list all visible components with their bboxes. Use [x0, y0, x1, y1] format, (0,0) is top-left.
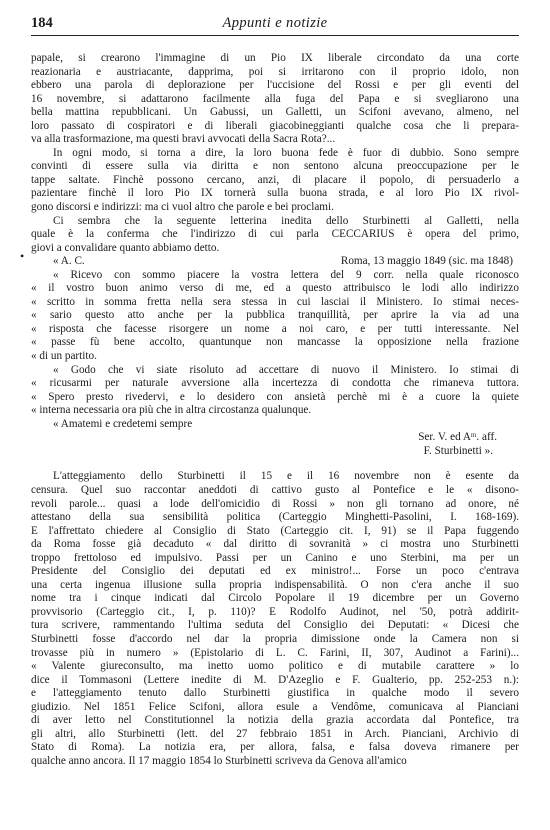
letter-signature: F. Sturbinetti ».: [423, 444, 493, 457]
body-text-line: tappe saltate. Finchè possono cercano, anzi, di placare il popolo, di persuaderlo a: [31, 173, 519, 186]
body-text-line: trovasse più in numero » (Epistolario di L. C. Farini, II, 307, Audinot a Farini)...: [31, 646, 519, 659]
body-text-line: troppo frettoloso ed impulsivo. Passi per un Canino e uno Sterbini, ma per un: [31, 551, 519, 564]
body-text-line: E l'affrettato chiedere al Consiglio di Stato (Carteggio cit. I, 91) se il Papa fuggendo: [31, 524, 519, 537]
body-text-line: Sturbinetti fosse d'accordo nel dar la propria dimissione onde la Camera non si: [31, 632, 519, 645]
body-text-line: gli altri, allo Sturbinetti (lett. del 27 febbraio 1851 in Arch. Pianciani, Archivio di: [31, 727, 519, 740]
body-text-line: nome tra i cinque indicati dal Circolo Popolare il 19 dicembre per un Governo: [31, 592, 519, 605]
body-text-line: revoli parole... quasi a lode dell'omicidio di Rossi » non gli tornano ad onore, né: [31, 497, 519, 510]
body-text-line: una certa ingenua illusione sulla propria indispensabilità. O non c'era anche il suo: [31, 578, 519, 591]
body-text-line: giovi a convalidare quanto abbiamo detto.: [31, 241, 220, 254]
section-gap: [31, 458, 519, 470]
body-text-line: tura scrivere, rammentando l'ultima seduta del Consiglio dei Deputati: « Dicesi che: [31, 619, 519, 632]
letter-text-line: « ricusarmi per naturale avversione alla incertezza di condotta che rimaneva tuttora.: [31, 377, 519, 390]
body-text-line: Presidente del Consiglio dei deputati ed ex ministro!... Forse un poco c'entrava: [31, 565, 519, 578]
body-text-line: censura. Quel suo raccontar aneddoti di cattivo gusto al Pontefice e le « disono-: [31, 483, 519, 496]
running-title: Appunti e notizie: [222, 15, 328, 31]
body-text-line: Stato di Roma). La notizia era, per allora, falsa, e falsa doveva rimanere per: [31, 741, 519, 754]
letter-date: Roma, 13 maggio 1849 (sic. ma 1848): [340, 255, 513, 268]
letter-text-line: « Spero presto rivedervi, e lo desidero con ansietà perchè mi è a cuore la quiete: [31, 390, 519, 403]
margin-mark: •: [20, 249, 25, 263]
body-text-line: reazionaria e austriacante, dapprima, poi si irritarono con il proprio idolo, non: [31, 65, 519, 78]
body-text-line: da Roma fosse già decaduto « dal diritto di sovranità » ci mostra uno Sturbinetti: [31, 538, 519, 551]
letter-text-line: « Amatemi e credetemi sempre: [53, 417, 193, 430]
body-text-line: papale, si crearono l'immagine di un Pio IX liberale circondato da una corte: [31, 52, 519, 64]
letter-text-line: « Ricevo con sommo piacere la vostra lettera del 9 corr. nella quale riconosco: [53, 268, 519, 281]
letter-text-line: « scritto in somma fretta nella sera stessa in cui lasciai il Ministero. Io stimai neces-: [31, 295, 519, 308]
body-text-line: dice il Tommasoni (Lettere inedite di M. D'Azeglio e F. Gualterio, pp. 252-253 n.):: [31, 673, 519, 686]
body-text-line: loro passato di cospiratori e di liberali giacobineggianti qualche cosa che li prepara-: [31, 119, 519, 132]
body-text-line: bella mattina repubblicani. Un Gabussi, un Galletti, un Scifoni avevano, almeno, nel: [31, 106, 519, 119]
body-text-line: e l'atteggiamento tenuto dallo Sturbinetti giustifica in qualche modo il severo: [31, 687, 519, 700]
letter-text-line: « di un partito.: [31, 350, 97, 363]
page-number: 184: [31, 15, 53, 31]
running-header: [31, 13, 519, 36]
letter-heading: [31, 255, 519, 269]
body-text-line: pazientare finchè il loro Pio IX tornerà sulla buona strada, e al loro Pio IX rivol-: [31, 187, 519, 200]
body-text-line: « Valente giureconsulto, ma inetto uomo politico e di mutabile carattere » lo: [31, 660, 519, 673]
body-text-line: L'atteggiamento dello Sturbinetti il 15 e il 16 novembre non è esente da: [53, 470, 519, 483]
body-text-line: In ogni modo, si torna a dire, la loro buona fede è fuor di dubbio. Sono sempre: [53, 146, 519, 159]
body-text-line: provvisorio (Carteggio cit., I, p. 110)? E Rodolfo Audinot, nel '50, potrà addirit-: [31, 605, 519, 618]
page-body: [31, 52, 519, 768]
body-text-line: di aver letto nel Constitutionnel la notizia della grazia accordata dal Pontefice, tra: [31, 714, 519, 727]
body-text-line: giudizio. Nel 1851 Felice Scifoni, allora esule a Vendôme, comunicava al Pianciani: [31, 700, 519, 713]
body-text-line: qualche anno ancora. Il 17 maggio 1854 lo Sturbinetti scriveva da Genova all'amico: [31, 754, 407, 767]
letter-text-line: « Godo che vi siate risoluto ad accettare di nuovo il Ministero. Io stimai di: [53, 363, 519, 376]
letter-text-line: « il vostro buon animo verso di me, ed a questo attribuisco le lodi allo indirizzo: [31, 282, 519, 295]
letter-salutation: « A. C.: [53, 255, 85, 268]
body-text-line: attestano della sua sensibilità politica (Carteggio Minghetti-Pasolini, I. 168-169).: [31, 511, 519, 524]
letter-text-line: « sario questo atto anche per la pubblica tranquillità, per aprire la via ad una: [31, 309, 519, 322]
body-text-line: va alla trasformazione, ma questi bravi avvocati della Sacra Rota?...: [31, 133, 336, 146]
body-text-line: 16 novembre, si adattarono facilmente alla fuga del Papa e si svegliarono una: [31, 92, 519, 105]
body-text-line: convinti di essere sulla via diritta e non sentono alcuna preoccupazione per le: [31, 160, 519, 173]
letter-text-line: « risposta che facesse risorgere un nome a noi caro, e per tutti interessante. Nel: [31, 322, 519, 335]
letter-closing: Ser. V. ed Aᵐ. aff.: [418, 431, 497, 444]
body-text-line: gono discorsi e indirizzi: ma ci vuol altro che parole e bei proclami.: [31, 201, 334, 214]
letter-text-line: « passe fù bene accolto, quantunque non mancasse la opposizione nella frazione: [31, 336, 519, 349]
body-text-line: ebbero una parola di deplorazione per l'uccisione del Rossi e per gli eventi del: [31, 79, 519, 92]
body-text-line: quale è la conferma che l'indirizzo di cui parla CECCARIUS è opera del primo,: [31, 228, 519, 241]
letter-text-line: « interna necessaria ora più che in altra circostanza qualunque.: [31, 404, 312, 417]
body-text-line: Ci sembra che la seguente letterina inedita dello Sturbinetti al Galletti, nella: [53, 214, 519, 227]
